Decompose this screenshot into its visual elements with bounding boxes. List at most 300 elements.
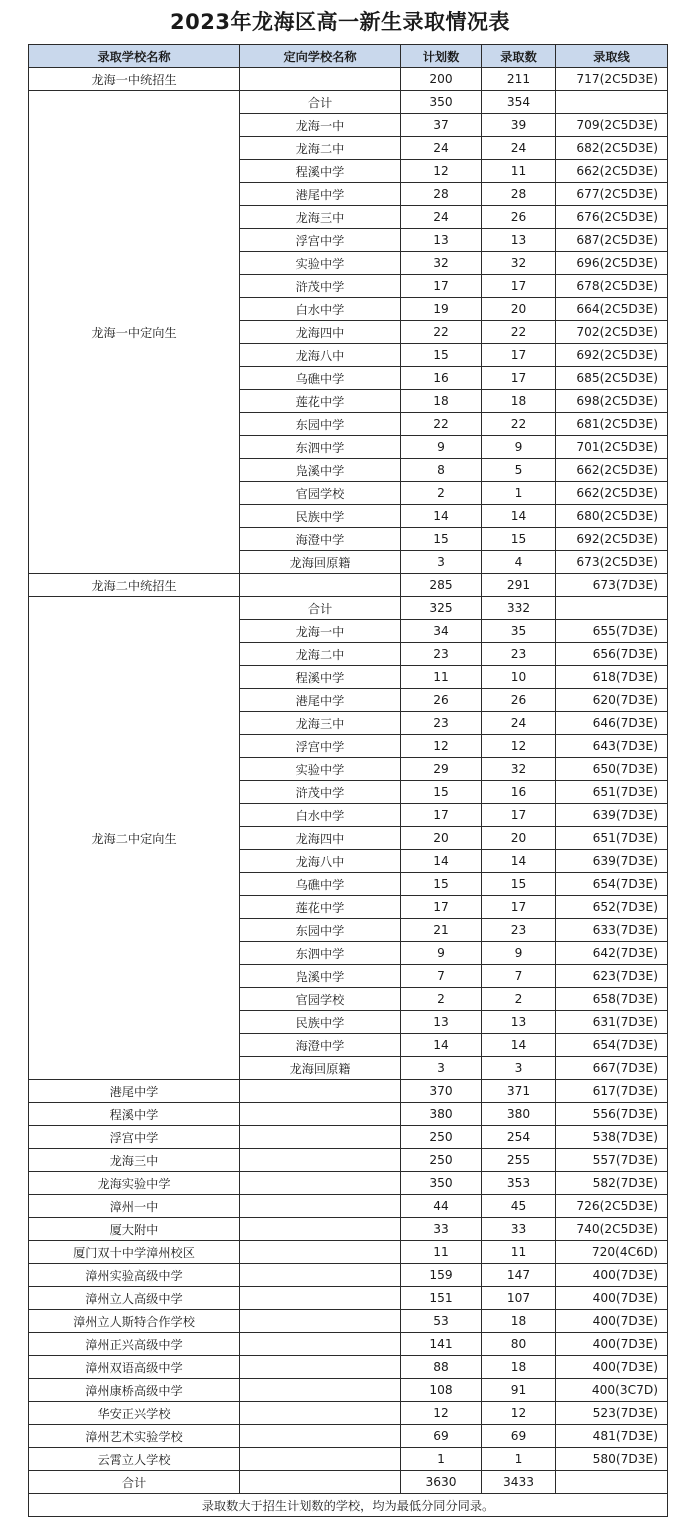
admission-line-cell: 740(2C5D3E) bbox=[556, 1218, 668, 1241]
admission-line-cell: 650(7D3E) bbox=[556, 758, 668, 781]
plan-count-cell: 14 bbox=[401, 1034, 482, 1057]
admit-count-cell: 12 bbox=[482, 735, 556, 758]
admit-count-cell: 254 bbox=[482, 1126, 556, 1149]
plan-count-cell: 325 bbox=[401, 597, 482, 620]
admit-count-cell: 80 bbox=[482, 1333, 556, 1356]
admission-table bbox=[28, 44, 668, 1517]
plan-count-cell: 370 bbox=[401, 1080, 482, 1103]
admission-line-cell: 481(7D3E) bbox=[556, 1425, 668, 1448]
table-row bbox=[29, 1172, 668, 1195]
admission-line-cell: 701(2C5D3E) bbox=[556, 436, 668, 459]
admission-line-cell bbox=[556, 597, 668, 620]
plan-count-cell: 17 bbox=[401, 896, 482, 919]
admit-count-cell: 28 bbox=[482, 183, 556, 206]
admission-line-cell: 662(2C5D3E) bbox=[556, 160, 668, 183]
admission-line-cell: 656(7D3E) bbox=[556, 643, 668, 666]
target-school-cell bbox=[240, 1080, 401, 1103]
plan-count-cell: 12 bbox=[401, 1402, 482, 1425]
target-school-cell bbox=[240, 1149, 401, 1172]
admit-count-cell: 23 bbox=[482, 643, 556, 666]
plan-count-cell: 350 bbox=[401, 1172, 482, 1195]
plan-count-cell: 14 bbox=[401, 505, 482, 528]
plan-count-cell: 285 bbox=[401, 574, 482, 597]
target-school-cell: 龙海二中 bbox=[240, 137, 401, 160]
admit-count-cell: 16 bbox=[482, 781, 556, 804]
school-name-cell: 漳州康桥高级中学 bbox=[29, 1379, 240, 1402]
admit-count-cell: 26 bbox=[482, 206, 556, 229]
target-school-cell: 浮宫中学 bbox=[240, 735, 401, 758]
admit-count-cell: 17 bbox=[482, 275, 556, 298]
table-row bbox=[29, 1218, 668, 1241]
school-name-cell: 华安正兴学校 bbox=[29, 1402, 240, 1425]
admission-line-cell: 698(2C5D3E) bbox=[556, 390, 668, 413]
admission-line-cell: 617(7D3E) bbox=[556, 1080, 668, 1103]
admission-line-cell: 652(7D3E) bbox=[556, 896, 668, 919]
admit-count-cell: 26 bbox=[482, 689, 556, 712]
target-school-cell: 莲花中学 bbox=[240, 896, 401, 919]
target-school-cell: 合计 bbox=[240, 597, 401, 620]
table-row bbox=[29, 1333, 668, 1356]
admission-line-cell: 620(7D3E) bbox=[556, 689, 668, 712]
table-row bbox=[29, 1471, 668, 1494]
plan-count-cell: 22 bbox=[401, 321, 482, 344]
admit-count-cell: 14 bbox=[482, 1034, 556, 1057]
target-school-cell: 海澄中学 bbox=[240, 1034, 401, 1057]
admit-count-cell: 15 bbox=[482, 873, 556, 896]
target-school-cell: 港尾中学 bbox=[240, 689, 401, 712]
target-school-cell: 莲花中学 bbox=[240, 390, 401, 413]
admission-line-cell: 631(7D3E) bbox=[556, 1011, 668, 1034]
target-school-cell: 龙海八中 bbox=[240, 344, 401, 367]
page-title: 2023年龙海区高一新生录取情况表 bbox=[170, 10, 510, 34]
target-school-cell: 民族中学 bbox=[240, 505, 401, 528]
plan-count-cell: 28 bbox=[401, 183, 482, 206]
target-school-cell: 浒茂中学 bbox=[240, 275, 401, 298]
admission-line-cell: 618(7D3E) bbox=[556, 666, 668, 689]
admission-line-cell: 639(7D3E) bbox=[556, 850, 668, 873]
target-school-cell: 东园中学 bbox=[240, 413, 401, 436]
admission-line-cell: 639(7D3E) bbox=[556, 804, 668, 827]
plan-count-cell: 15 bbox=[401, 873, 482, 896]
target-school-cell: 龙海一中 bbox=[240, 114, 401, 137]
table-row bbox=[29, 1080, 668, 1103]
target-school-cell bbox=[240, 1448, 401, 1471]
target-school-cell: 乌礁中学 bbox=[240, 367, 401, 390]
school-name-cell: 漳州实验高级中学 bbox=[29, 1264, 240, 1287]
admit-count-cell: 354 bbox=[482, 91, 556, 114]
admission-line-cell: 646(7D3E) bbox=[556, 712, 668, 735]
target-school-cell: 凫溪中学 bbox=[240, 459, 401, 482]
plan-count-cell: 3 bbox=[401, 1057, 482, 1080]
group-name-cell: 龙海一中定向生 bbox=[29, 91, 240, 574]
admission-line-cell: 685(2C5D3E) bbox=[556, 367, 668, 390]
plan-count-cell: 3 bbox=[401, 551, 482, 574]
plan-count-cell: 32 bbox=[401, 252, 482, 275]
plan-count-cell: 19 bbox=[401, 298, 482, 321]
admit-count-cell: 353 bbox=[482, 1172, 556, 1195]
admit-count-cell: 11 bbox=[482, 1241, 556, 1264]
admission-line-cell: 580(7D3E) bbox=[556, 1448, 668, 1471]
school-name-cell: 漳州正兴高级中学 bbox=[29, 1333, 240, 1356]
admit-count-cell: 39 bbox=[482, 114, 556, 137]
target-school-cell: 官园学校 bbox=[240, 988, 401, 1011]
plan-count-cell: 24 bbox=[401, 137, 482, 160]
admission-line-cell: 720(4C6D) bbox=[556, 1241, 668, 1264]
admission-line-cell: 400(7D3E) bbox=[556, 1264, 668, 1287]
admit-count-cell: 147 bbox=[482, 1264, 556, 1287]
admission-line-cell: 654(7D3E) bbox=[556, 873, 668, 896]
admission-line-cell: 709(2C5D3E) bbox=[556, 114, 668, 137]
admit-count-cell: 1 bbox=[482, 482, 556, 505]
admit-count-cell: 7 bbox=[482, 965, 556, 988]
admission-line-cell: 678(2C5D3E) bbox=[556, 275, 668, 298]
plan-count-cell: 108 bbox=[401, 1379, 482, 1402]
table-row bbox=[29, 1448, 668, 1471]
admission-line-cell: 400(7D3E) bbox=[556, 1287, 668, 1310]
table-row bbox=[29, 1287, 668, 1310]
table-row bbox=[29, 1126, 668, 1149]
admission-line-cell: 582(7D3E) bbox=[556, 1172, 668, 1195]
admit-count-cell: 13 bbox=[482, 1011, 556, 1034]
plan-count-cell: 53 bbox=[401, 1310, 482, 1333]
target-school-cell: 东泗中学 bbox=[240, 942, 401, 965]
admission-line-cell: 400(7D3E) bbox=[556, 1333, 668, 1356]
admit-count-cell: 3 bbox=[482, 1057, 556, 1080]
plan-count-cell: 13 bbox=[401, 229, 482, 252]
target-school-cell: 白水中学 bbox=[240, 298, 401, 321]
plan-count-cell: 380 bbox=[401, 1103, 482, 1126]
target-school-cell: 龙海三中 bbox=[240, 712, 401, 735]
admit-count-cell: 1 bbox=[482, 1448, 556, 1471]
plan-count-cell: 16 bbox=[401, 367, 482, 390]
target-school-cell bbox=[240, 1471, 401, 1494]
target-school-cell: 港尾中学 bbox=[240, 183, 401, 206]
target-school-cell bbox=[240, 1379, 401, 1402]
target-school-cell bbox=[240, 68, 401, 91]
target-school-cell bbox=[240, 1287, 401, 1310]
header-cell-target: 定向学校名称 bbox=[240, 45, 401, 68]
admission-line-cell: 655(7D3E) bbox=[556, 620, 668, 643]
admission-line-cell: 687(2C5D3E) bbox=[556, 229, 668, 252]
target-school-cell bbox=[240, 1425, 401, 1448]
plan-count-cell: 44 bbox=[401, 1195, 482, 1218]
header-cell-admit: 录取数 bbox=[482, 45, 556, 68]
admission-line-cell: 400(7D3E) bbox=[556, 1310, 668, 1333]
admission-line-cell: 400(3C7D) bbox=[556, 1379, 668, 1402]
plan-count-cell: 15 bbox=[401, 528, 482, 551]
admit-count-cell: 107 bbox=[482, 1287, 556, 1310]
school-name-cell: 龙海二中统招生 bbox=[29, 574, 240, 597]
plan-count-cell: 34 bbox=[401, 620, 482, 643]
school-name-cell: 厦大附中 bbox=[29, 1218, 240, 1241]
admit-count-cell: 11 bbox=[482, 160, 556, 183]
target-school-cell: 程溪中学 bbox=[240, 666, 401, 689]
admit-count-cell: 9 bbox=[482, 942, 556, 965]
target-school-cell bbox=[240, 1356, 401, 1379]
admit-count-cell: 23 bbox=[482, 919, 556, 942]
admit-count-cell: 35 bbox=[482, 620, 556, 643]
table-row bbox=[29, 1379, 668, 1402]
target-school-cell: 龙海三中 bbox=[240, 206, 401, 229]
admission-line-cell: 680(2C5D3E) bbox=[556, 505, 668, 528]
plan-count-cell: 3630 bbox=[401, 1471, 482, 1494]
admit-count-cell: 371 bbox=[482, 1080, 556, 1103]
admit-count-cell: 17 bbox=[482, 344, 556, 367]
target-school-cell: 乌礁中学 bbox=[240, 873, 401, 896]
admit-count-cell: 291 bbox=[482, 574, 556, 597]
plan-count-cell: 13 bbox=[401, 1011, 482, 1034]
table-body bbox=[29, 68, 668, 1494]
admit-count-cell: 22 bbox=[482, 413, 556, 436]
plan-count-cell: 141 bbox=[401, 1333, 482, 1356]
target-school-cell: 民族中学 bbox=[240, 1011, 401, 1034]
plan-count-cell: 69 bbox=[401, 1425, 482, 1448]
admit-count-cell: 2 bbox=[482, 988, 556, 1011]
plan-count-cell: 17 bbox=[401, 804, 482, 827]
admit-count-cell: 15 bbox=[482, 528, 556, 551]
target-school-cell bbox=[240, 1241, 401, 1264]
table-row bbox=[29, 1195, 668, 1218]
target-school-cell: 东泗中学 bbox=[240, 436, 401, 459]
plan-count-cell: 200 bbox=[401, 68, 482, 91]
plan-count-cell: 2 bbox=[401, 988, 482, 1011]
plan-count-cell: 12 bbox=[401, 735, 482, 758]
school-name-cell: 漳州双语高级中学 bbox=[29, 1356, 240, 1379]
school-name-cell: 漳州一中 bbox=[29, 1195, 240, 1218]
admission-line-cell bbox=[556, 91, 668, 114]
target-school-cell: 龙海二中 bbox=[240, 643, 401, 666]
admission-line-cell: 556(7D3E) bbox=[556, 1103, 668, 1126]
school-name-cell: 漳州立人斯特合作学校 bbox=[29, 1310, 240, 1333]
admit-count-cell: 380 bbox=[482, 1103, 556, 1126]
admit-count-cell: 17 bbox=[482, 804, 556, 827]
table-row bbox=[29, 1103, 668, 1126]
admit-count-cell: 5 bbox=[482, 459, 556, 482]
target-school-cell: 合计 bbox=[240, 91, 401, 114]
target-school-cell bbox=[240, 1195, 401, 1218]
footnote: 录取数大于招生计划数的学校，均为最低分同分同录。 bbox=[29, 1494, 668, 1517]
school-name-cell: 龙海实验中学 bbox=[29, 1172, 240, 1195]
admit-count-cell: 22 bbox=[482, 321, 556, 344]
admission-line-cell: 643(7D3E) bbox=[556, 735, 668, 758]
table-row bbox=[29, 1310, 668, 1333]
plan-count-cell: 9 bbox=[401, 436, 482, 459]
plan-count-cell: 8 bbox=[401, 459, 482, 482]
target-school-cell: 浒茂中学 bbox=[240, 781, 401, 804]
table-row bbox=[29, 91, 668, 114]
target-school-cell: 程溪中学 bbox=[240, 160, 401, 183]
school-name-cell: 浮宫中学 bbox=[29, 1126, 240, 1149]
admit-count-cell: 69 bbox=[482, 1425, 556, 1448]
plan-count-cell: 21 bbox=[401, 919, 482, 942]
plan-count-cell: 159 bbox=[401, 1264, 482, 1287]
admission-line-cell: 662(2C5D3E) bbox=[556, 482, 668, 505]
plan-count-cell: 7 bbox=[401, 965, 482, 988]
plan-count-cell: 22 bbox=[401, 413, 482, 436]
target-school-cell: 龙海回原籍 bbox=[240, 551, 401, 574]
plan-count-cell: 29 bbox=[401, 758, 482, 781]
admit-count-cell: 10 bbox=[482, 666, 556, 689]
admission-line-cell: 400(7D3E) bbox=[556, 1356, 668, 1379]
school-name-cell: 港尾中学 bbox=[29, 1080, 240, 1103]
target-school-cell: 白水中学 bbox=[240, 804, 401, 827]
target-school-cell: 龙海四中 bbox=[240, 827, 401, 850]
plan-count-cell: 20 bbox=[401, 827, 482, 850]
plan-count-cell: 350 bbox=[401, 91, 482, 114]
plan-count-cell: 14 bbox=[401, 850, 482, 873]
admission-line-cell: 717(2C5D3E) bbox=[556, 68, 668, 91]
admission-line-cell: 658(7D3E) bbox=[556, 988, 668, 1011]
plan-count-cell: 11 bbox=[401, 666, 482, 689]
school-name-cell: 云霄立人学校 bbox=[29, 1448, 240, 1471]
admit-count-cell: 33 bbox=[482, 1218, 556, 1241]
admission-line-cell: 623(7D3E) bbox=[556, 965, 668, 988]
admit-count-cell: 20 bbox=[482, 298, 556, 321]
admission-line-cell: 538(7D3E) bbox=[556, 1126, 668, 1149]
admit-count-cell: 32 bbox=[482, 758, 556, 781]
plan-count-cell: 24 bbox=[401, 206, 482, 229]
plan-count-cell: 151 bbox=[401, 1287, 482, 1310]
table-row bbox=[29, 1356, 668, 1379]
header-cell-plan: 计划数 bbox=[401, 45, 482, 68]
plan-count-cell: 12 bbox=[401, 160, 482, 183]
plan-count-cell: 37 bbox=[401, 114, 482, 137]
target-school-cell: 凫溪中学 bbox=[240, 965, 401, 988]
school-name-cell: 龙海一中统招生 bbox=[29, 68, 240, 91]
header-cell-line: 录取线 bbox=[556, 45, 668, 68]
plan-count-cell: 250 bbox=[401, 1149, 482, 1172]
admit-count-cell: 14 bbox=[482, 850, 556, 873]
admit-count-cell: 17 bbox=[482, 367, 556, 390]
target-school-cell bbox=[240, 1264, 401, 1287]
plan-count-cell: 15 bbox=[401, 344, 482, 367]
plan-count-cell: 33 bbox=[401, 1218, 482, 1241]
target-school-cell: 东园中学 bbox=[240, 919, 401, 942]
table-row bbox=[29, 1241, 668, 1264]
note-row bbox=[29, 1494, 668, 1517]
header-cell-school: 录取学校名称 bbox=[29, 45, 240, 68]
admission-line-cell: 651(7D3E) bbox=[556, 781, 668, 804]
school-name-cell: 合计 bbox=[29, 1471, 240, 1494]
target-school-cell bbox=[240, 1126, 401, 1149]
admission-line-cell: 673(2C5D3E) bbox=[556, 551, 668, 574]
school-name-cell: 龙海三中 bbox=[29, 1149, 240, 1172]
target-school-cell: 官园学校 bbox=[240, 482, 401, 505]
target-school-cell bbox=[240, 1310, 401, 1333]
table-row bbox=[29, 574, 668, 597]
plan-count-cell: 2 bbox=[401, 482, 482, 505]
admission-line-cell: 726(2C5D3E) bbox=[556, 1195, 668, 1218]
school-name-cell: 漳州立人高级中学 bbox=[29, 1287, 240, 1310]
table-row bbox=[29, 68, 668, 91]
target-school-cell bbox=[240, 574, 401, 597]
admission-line-cell: 633(7D3E) bbox=[556, 919, 668, 942]
plan-count-cell: 15 bbox=[401, 781, 482, 804]
table-row bbox=[29, 597, 668, 620]
table-row bbox=[29, 1425, 668, 1448]
target-school-cell bbox=[240, 1218, 401, 1241]
admit-count-cell: 17 bbox=[482, 896, 556, 919]
admission-line-cell: 681(2C5D3E) bbox=[556, 413, 668, 436]
target-school-cell: 实验中学 bbox=[240, 252, 401, 275]
admission-line-cell bbox=[556, 1471, 668, 1494]
plan-count-cell: 23 bbox=[401, 712, 482, 735]
plan-count-cell: 9 bbox=[401, 942, 482, 965]
admit-count-cell: 18 bbox=[482, 1356, 556, 1379]
plan-count-cell: 26 bbox=[401, 689, 482, 712]
admission-line-cell: 692(2C5D3E) bbox=[556, 344, 668, 367]
table-row bbox=[29, 1402, 668, 1425]
admission-line-cell: 651(7D3E) bbox=[556, 827, 668, 850]
admit-count-cell: 24 bbox=[482, 137, 556, 160]
admission-line-cell: 667(7D3E) bbox=[556, 1057, 668, 1080]
target-school-cell: 龙海一中 bbox=[240, 620, 401, 643]
school-name-cell: 程溪中学 bbox=[29, 1103, 240, 1126]
school-name-cell: 厦门双十中学漳州校区 bbox=[29, 1241, 240, 1264]
group-name-cell: 龙海二中定向生 bbox=[29, 597, 240, 1080]
admission-line-cell: 692(2C5D3E) bbox=[556, 528, 668, 551]
plan-count-cell: 18 bbox=[401, 390, 482, 413]
plan-count-cell: 23 bbox=[401, 643, 482, 666]
target-school-cell bbox=[240, 1103, 401, 1126]
admission-line-cell: 664(2C5D3E) bbox=[556, 298, 668, 321]
admit-count-cell: 18 bbox=[482, 390, 556, 413]
target-school-cell bbox=[240, 1402, 401, 1425]
admit-count-cell: 45 bbox=[482, 1195, 556, 1218]
admit-count-cell: 3433 bbox=[482, 1471, 556, 1494]
admit-count-cell: 4 bbox=[482, 551, 556, 574]
header-row bbox=[29, 45, 668, 68]
admit-count-cell: 255 bbox=[482, 1149, 556, 1172]
admit-count-cell: 12 bbox=[482, 1402, 556, 1425]
table-row bbox=[29, 1149, 668, 1172]
admission-line-cell: 673(7D3E) bbox=[556, 574, 668, 597]
school-name-cell: 漳州艺术实验学校 bbox=[29, 1425, 240, 1448]
plan-count-cell: 1 bbox=[401, 1448, 482, 1471]
admit-count-cell: 9 bbox=[482, 436, 556, 459]
admit-count-cell: 332 bbox=[482, 597, 556, 620]
admission-line-cell: 662(2C5D3E) bbox=[556, 459, 668, 482]
admission-line-cell: 696(2C5D3E) bbox=[556, 252, 668, 275]
plan-count-cell: 250 bbox=[401, 1126, 482, 1149]
target-school-cell: 浮宫中学 bbox=[240, 229, 401, 252]
target-school-cell: 龙海四中 bbox=[240, 321, 401, 344]
admission-line-cell: 557(7D3E) bbox=[556, 1149, 668, 1172]
admit-count-cell: 14 bbox=[482, 505, 556, 528]
target-school-cell: 龙海回原籍 bbox=[240, 1057, 401, 1080]
target-school-cell: 龙海八中 bbox=[240, 850, 401, 873]
admission-line-cell: 642(7D3E) bbox=[556, 942, 668, 965]
admission-line-cell: 682(2C5D3E) bbox=[556, 137, 668, 160]
admission-line-cell: 702(2C5D3E) bbox=[556, 321, 668, 344]
plan-count-cell: 17 bbox=[401, 275, 482, 298]
admission-line-cell: 677(2C5D3E) bbox=[556, 183, 668, 206]
target-school-cell bbox=[240, 1172, 401, 1195]
admit-count-cell: 211 bbox=[482, 68, 556, 91]
admit-count-cell: 20 bbox=[482, 827, 556, 850]
admit-count-cell: 18 bbox=[482, 1310, 556, 1333]
target-school-cell: 实验中学 bbox=[240, 758, 401, 781]
admit-count-cell: 91 bbox=[482, 1379, 556, 1402]
admission-line-cell: 523(7D3E) bbox=[556, 1402, 668, 1425]
plan-count-cell: 88 bbox=[401, 1356, 482, 1379]
target-school-cell bbox=[240, 1333, 401, 1356]
admit-count-cell: 24 bbox=[482, 712, 556, 735]
table-row bbox=[29, 1264, 668, 1287]
admission-line-cell: 654(7D3E) bbox=[556, 1034, 668, 1057]
admit-count-cell: 13 bbox=[482, 229, 556, 252]
plan-count-cell: 11 bbox=[401, 1241, 482, 1264]
